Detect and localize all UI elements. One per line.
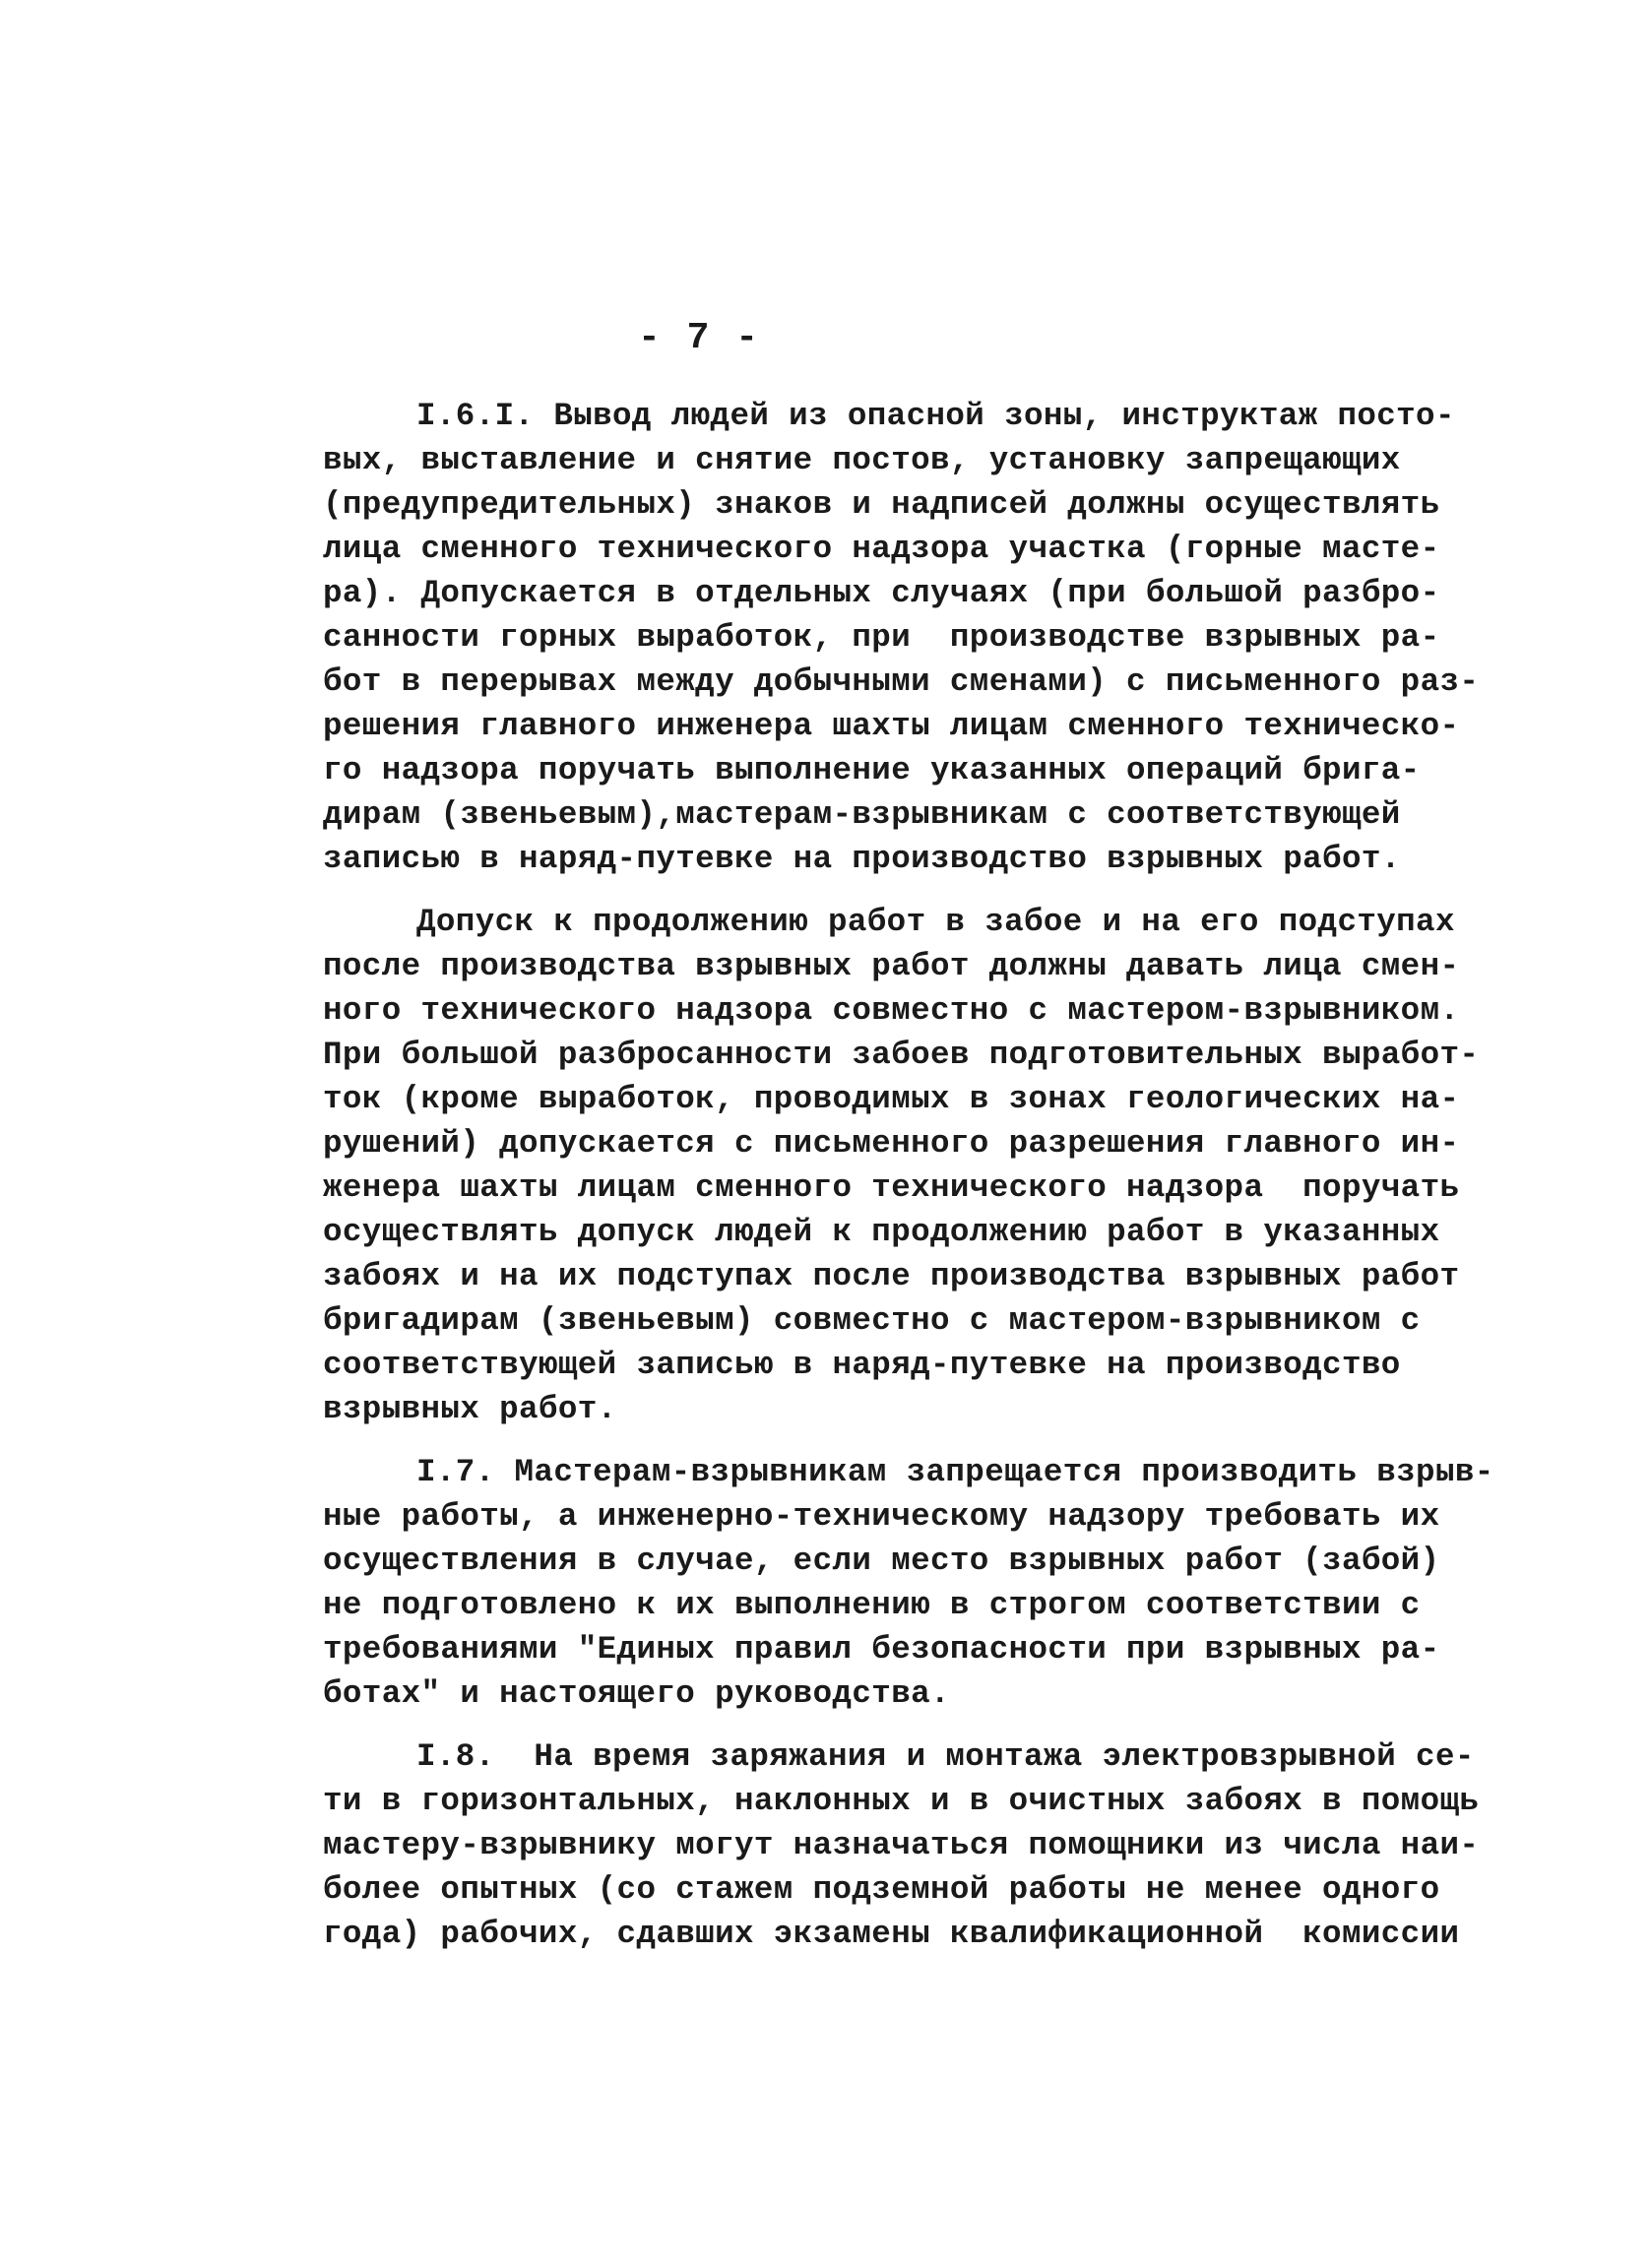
text-line: года) рабочих, сдавших экзамены квалификационной комиссии xyxy=(323,1916,1460,1952)
text-line: санности горных выработок, при производстве взрывных ра- xyxy=(323,619,1440,656)
text-line: мастеру-взрывнику могут назначаться помощники из числа наи- xyxy=(323,1827,1480,1863)
text-line: решения главного инженера шахты лицам сменного техническо- xyxy=(323,708,1460,744)
paragraph-admission xyxy=(323,900,1480,1431)
text-line: ного технического надзора совместно с мастером-взрывником. xyxy=(323,992,1460,1029)
text-line: ти в горизонтальных, наклонных и в очистных забоях в помощь xyxy=(323,1783,1480,1819)
text-line: осуществлять допуск людей к продолжению работ в указанных xyxy=(323,1214,1440,1250)
text-line: го надзора поручать выполнение указанных операций брига- xyxy=(323,752,1421,788)
text-line: Допуск к продолжению работ в забое и на его подступах xyxy=(416,904,1455,940)
text-line: лица сменного технического надзора участка (горные масте- xyxy=(323,531,1440,567)
text-line: ные работы, а инженерно-техническому надзору требовать их xyxy=(323,1498,1440,1535)
text-line: ток (кроме выработок, проводимых в зонах геологических на- xyxy=(323,1081,1460,1117)
paragraph-1-6-1 xyxy=(323,394,1480,881)
text-line: взрывных работ. xyxy=(323,1391,617,1427)
text-line: записью в наряд-путевке на производство взрывных работ. xyxy=(323,841,1401,877)
text-line: более опытных (со стажем подземной работы не менее одного xyxy=(323,1871,1440,1908)
text-line: I.8. На время заряжания и монтажа электровзрывной се- xyxy=(416,1738,1475,1775)
text-line: При большой разбросанности забоев подготовительных выработ- xyxy=(323,1037,1480,1073)
text-line: дирам (звеньевым),мастерам-взрывникам с соответствующей xyxy=(323,796,1401,833)
text-line: забоях и на их подступах после производства взрывных работ xyxy=(323,1258,1460,1294)
text-line: осуществления в случае, если место взрывных работ (забой) xyxy=(323,1543,1440,1579)
text-line: требованиями "Единых правил безопасности при взрывных ра- xyxy=(323,1631,1440,1668)
text-line: соответствующей записью в наряд-путевке на производство xyxy=(323,1347,1401,1383)
text-line: бригадирам (звеньевым) совместно с мастером-взрывником с xyxy=(323,1302,1421,1339)
text-line: вых, выставление и снятие постов, установку запрещающих xyxy=(323,442,1401,478)
text-line: не подготовлено к их выполнению в строгом соответствии с xyxy=(323,1587,1421,1623)
document-body xyxy=(323,394,1494,1975)
paragraph-1-8 xyxy=(323,1734,1480,1956)
text-line: рушений) допускается с письменного разрешения главного ин- xyxy=(323,1125,1460,1162)
text-line: (предупредительных) знаков и надписей должны осуществлять xyxy=(323,486,1440,523)
text-line: ботах" и настоящего руководства. xyxy=(323,1675,950,1712)
text-line: I.6.I. Вывод людей из опасной зоны, инструктаж посто- xyxy=(416,398,1455,434)
text-line: ра). Допускается в отдельных случаях (при большой разбро- xyxy=(323,575,1440,611)
text-line: после производства взрывных работ должны давать лица смен- xyxy=(323,948,1460,984)
page-number: - 7 - xyxy=(637,317,761,359)
text-line: I.7. Мастерам-взрывникам запрещается производить взрыв- xyxy=(416,1454,1494,1490)
paragraph-1-7 xyxy=(323,1450,1494,1716)
text-line: женера шахты лицам сменного технического надзора поручать xyxy=(323,1169,1460,1206)
text-line: бот в перерывах между добычными сменами) с письменного раз- xyxy=(323,663,1480,700)
